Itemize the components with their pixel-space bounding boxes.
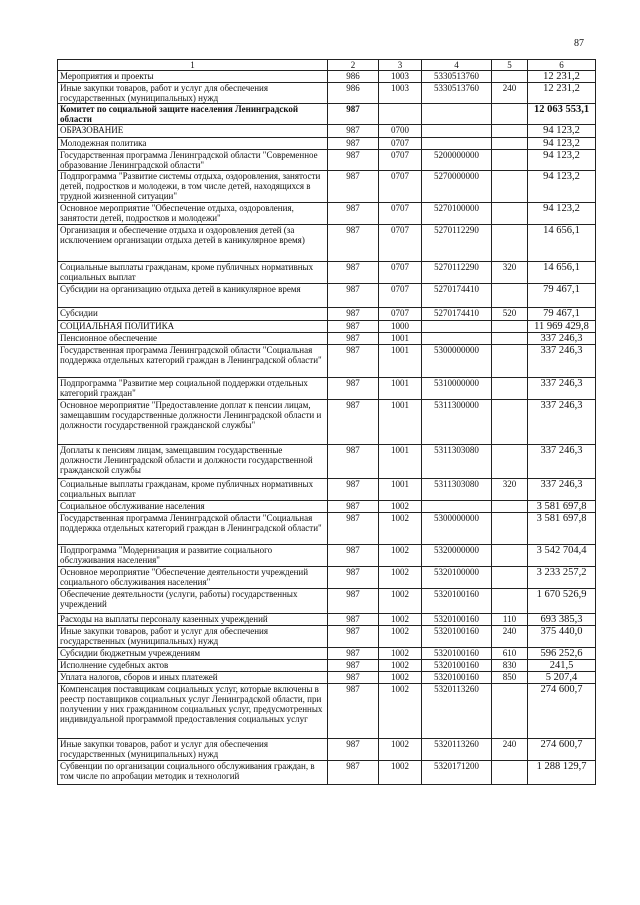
expense-type-cell: 320: [492, 262, 528, 284]
target-article-cell: 5320171200: [422, 761, 492, 785]
amount-cell: 241,5: [528, 660, 596, 672]
ministry-code-cell: 987: [328, 672, 379, 684]
target-article-cell: 5300000000: [422, 345, 492, 378]
table-row: [58, 589, 596, 614]
ministry-code-cell: 987: [328, 104, 379, 125]
section-code-cell: 1002: [379, 589, 422, 614]
ministry-code-cell: 987: [328, 684, 379, 739]
column-header: 1: [58, 60, 328, 71]
amount-cell: 94 123,2: [528, 150, 596, 171]
section-code-cell: 1001: [379, 378, 422, 400]
target-article-cell: 5270174410: [422, 308, 492, 321]
budget-table: [57, 59, 596, 785]
row-name-cell: Организация и обеспечение отдыха и оздоровления детей (за исключением организации отдыха детей в каникулярное время): [58, 225, 328, 262]
row-name-cell: Мероприятия и проекты: [58, 71, 328, 83]
section-code-cell: 1001: [379, 333, 422, 345]
amount-cell: 337 246,3: [528, 445, 596, 479]
section-code-cell: 1002: [379, 545, 422, 567]
row-name-cell: Иные закупки товаров, работ и услуг для обеспечения государственных (муниципальных) нужд: [58, 83, 328, 104]
section-code-cell: 1003: [379, 71, 422, 83]
row-name-cell: Государственная программа Ленинградской области "Социальная поддержка отдельных категорий граждан в Ленинградской области": [58, 345, 328, 378]
table-row: [58, 378, 596, 400]
table-row: [58, 501, 596, 513]
amount-cell: 337 246,3: [528, 333, 596, 345]
table-row: [58, 761, 596, 785]
table-row: [58, 225, 596, 262]
table-header-row: [58, 60, 596, 71]
ministry-code-cell: 987: [328, 479, 379, 501]
expense-type-cell: [492, 545, 528, 567]
amount-cell: 12 063 553,1: [528, 104, 596, 125]
amount-cell: 12 231,2: [528, 83, 596, 104]
amount-cell: 94 123,2: [528, 171, 596, 203]
row-name-cell: Субвенции по организации социального обслуживания граждан, в том числе по апробации методик и технологий: [58, 761, 328, 785]
page-number: 87: [574, 38, 584, 49]
ministry-code-cell: 987: [328, 321, 379, 333]
section-code-cell: 1002: [379, 626, 422, 648]
ministry-code-cell: 987: [328, 614, 379, 626]
ministry-code-cell: 987: [328, 626, 379, 648]
expense-type-cell: [492, 345, 528, 378]
section-code-cell: 1002: [379, 648, 422, 660]
section-code-cell: 0707: [379, 262, 422, 284]
table-row: [58, 321, 596, 333]
row-name-cell: Молодежная политика: [58, 138, 328, 150]
section-code-cell: 0707: [379, 284, 422, 308]
section-code-cell: 1001: [379, 400, 422, 445]
column-header: 5: [492, 60, 528, 71]
expense-type-cell: [492, 225, 528, 262]
table-row: [58, 262, 596, 284]
ministry-code-cell: 987: [328, 501, 379, 513]
target-article-cell: [422, 138, 492, 150]
target-article-cell: [422, 104, 492, 125]
row-name-cell: Подпрограмма "Развитие мер социальной поддержки отдельных категорий граждан": [58, 378, 328, 400]
row-name-cell: Уплата налогов, сборов и иных платежей: [58, 672, 328, 684]
row-name-cell: Расходы на выплаты персоналу казенных учреждений: [58, 614, 328, 626]
table-row: [58, 445, 596, 479]
section-code-cell: 1002: [379, 739, 422, 761]
target-article-cell: 5200000000: [422, 150, 492, 171]
ministry-code-cell: 987: [328, 567, 379, 589]
ministry-code-cell: 987: [328, 739, 379, 761]
amount-cell: 3 581 697,8: [528, 513, 596, 545]
row-name-cell: Государственная программа Ленинградской области "Современное образование Ленинградской области": [58, 150, 328, 171]
table-row: [58, 345, 596, 378]
row-name-cell: Социальные выплаты гражданам, кроме публичных нормативных социальных выплат: [58, 262, 328, 284]
amount-cell: 693 385,3: [528, 614, 596, 626]
amount-cell: 12 231,2: [528, 71, 596, 83]
target-article-cell: 5300000000: [422, 513, 492, 545]
expense-type-cell: [492, 150, 528, 171]
amount-cell: 337 246,3: [528, 378, 596, 400]
expense-type-cell: 240: [492, 626, 528, 648]
ministry-code-cell: 987: [328, 125, 379, 138]
row-name-cell: Компенсация поставщикам социальных услуг, которые включены в реестр поставщиков социальных услуг Ленинградской области, при получении у них гражданином социальных услуг, предусмотренных индивидуальной программой предоставления социальных услуг: [58, 684, 328, 739]
expense-type-cell: [492, 513, 528, 545]
section-code-cell: 1002: [379, 672, 422, 684]
target-article-cell: 5320100000: [422, 567, 492, 589]
expense-type-cell: 240: [492, 83, 528, 104]
row-name-cell: Подпрограмма "Модернизация и развитие социального обслуживания населения": [58, 545, 328, 567]
expense-type-cell: [492, 203, 528, 225]
ministry-code-cell: 987: [328, 648, 379, 660]
amount-cell: 1 670 526,9: [528, 589, 596, 614]
column-header: 3: [379, 60, 422, 71]
amount-cell: 14 656,1: [528, 262, 596, 284]
row-name-cell: Исполнение судебных актов: [58, 660, 328, 672]
expense-type-cell: [492, 684, 528, 739]
table-row: [58, 567, 596, 589]
section-code-cell: 1001: [379, 345, 422, 378]
row-name-cell: Подпрограмма "Развитие системы отдыха, оздоровления, занятости детей, подростков и молодежи, в том числе детей, находящихся в трудной жизненной ситуации": [58, 171, 328, 203]
amount-cell: 274 600,7: [528, 684, 596, 739]
amount-cell: 337 246,3: [528, 400, 596, 445]
table-row: [58, 203, 596, 225]
table-row: [58, 660, 596, 672]
row-name-cell: Комитет по социальной защите населения Ленинградской области: [58, 104, 328, 125]
target-article-cell: 5270112290: [422, 262, 492, 284]
table-body: [58, 71, 596, 785]
ministry-code-cell: 987: [328, 545, 379, 567]
expense-type-cell: 830: [492, 660, 528, 672]
expense-type-cell: 610: [492, 648, 528, 660]
section-code-cell: 1002: [379, 567, 422, 589]
amount-cell: 79 467,1: [528, 284, 596, 308]
ministry-code-cell: 987: [328, 345, 379, 378]
column-header: 4: [422, 60, 492, 71]
row-name-cell: Доплаты к пенсиям лицам, замещавшим государственные должности Ленинградской области и должности государственной гражданской службы: [58, 445, 328, 479]
table-row: [58, 739, 596, 761]
ministry-code-cell: 987: [328, 589, 379, 614]
table-row: [58, 125, 596, 138]
section-code-cell: 0707: [379, 308, 422, 321]
row-name-cell: Субсидии на организацию отдыха детей в каникулярное время: [58, 284, 328, 308]
section-code-cell: 1001: [379, 445, 422, 479]
target-article-cell: 5270174410: [422, 284, 492, 308]
table-row: [58, 308, 596, 321]
target-article-cell: 5270000000: [422, 171, 492, 203]
ministry-code-cell: 987: [328, 333, 379, 345]
section-code-cell: 0707: [379, 150, 422, 171]
expense-type-cell: [492, 125, 528, 138]
ministry-code-cell: 987: [328, 284, 379, 308]
target-article-cell: 5320113260: [422, 739, 492, 761]
ministry-code-cell: 987: [328, 138, 379, 150]
section-code-cell: 1001: [379, 479, 422, 501]
expense-type-cell: [492, 321, 528, 333]
table-row: [58, 138, 596, 150]
expense-type-cell: [492, 71, 528, 83]
amount-cell: 3 542 704,4: [528, 545, 596, 567]
row-name-cell: Иные закупки товаров, работ и услуг для обеспечения государственных (муниципальных) нужд: [58, 739, 328, 761]
target-article-cell: 5320100160: [422, 614, 492, 626]
expense-type-cell: [492, 378, 528, 400]
ministry-code-cell: 987: [328, 761, 379, 785]
ministry-code-cell: 987: [328, 445, 379, 479]
row-name-cell: ОБРАЗОВАНИЕ: [58, 125, 328, 138]
section-code-cell: 0707: [379, 171, 422, 203]
section-code-cell: 1002: [379, 684, 422, 739]
section-code-cell: 1002: [379, 761, 422, 785]
row-name-cell: СОЦИАЛЬНАЯ ПОЛИТИКА: [58, 321, 328, 333]
target-article-cell: [422, 321, 492, 333]
expense-type-cell: [492, 138, 528, 150]
ministry-code-cell: 987: [328, 660, 379, 672]
ministry-code-cell: 987: [328, 150, 379, 171]
table-row: [58, 626, 596, 648]
expense-type-cell: [492, 400, 528, 445]
row-name-cell: Иные закупки товаров, работ и услуг для обеспечения государственных (муниципальных) нужд: [58, 626, 328, 648]
target-article-cell: 5311300000: [422, 400, 492, 445]
row-name-cell: Обеспечение деятельности (услуги, работы) государственных учреждений: [58, 589, 328, 614]
ministry-code-cell: 987: [328, 225, 379, 262]
ministry-code-cell: 987: [328, 513, 379, 545]
ministry-code-cell: 986: [328, 71, 379, 83]
section-code-cell: 1002: [379, 501, 422, 513]
target-article-cell: [422, 501, 492, 513]
table-row: [58, 171, 596, 203]
row-name-cell: Основное мероприятие "Обеспечение деятельности учреждений социального обслуживания населения": [58, 567, 328, 589]
amount-cell: 79 467,1: [528, 308, 596, 321]
row-name-cell: Пенсионное обеспечение: [58, 333, 328, 345]
section-code-cell: 1002: [379, 660, 422, 672]
expense-type-cell: [492, 501, 528, 513]
section-code-cell: 1002: [379, 513, 422, 545]
ministry-code-cell: 987: [328, 308, 379, 321]
target-article-cell: 5320113260: [422, 684, 492, 739]
amount-cell: 596 252,6: [528, 648, 596, 660]
amount-cell: 337 246,3: [528, 345, 596, 378]
target-article-cell: 5310000000: [422, 378, 492, 400]
expense-type-cell: [492, 171, 528, 203]
table-row: [58, 400, 596, 445]
target-article-cell: 5320100160: [422, 589, 492, 614]
section-code-cell: 0707: [379, 225, 422, 262]
target-article-cell: 5320100160: [422, 660, 492, 672]
row-name-cell: Государственная программа Ленинградской области "Социальная поддержка отдельных категорий граждан в Ленинградской области": [58, 513, 328, 545]
expense-type-cell: 850: [492, 672, 528, 684]
column-header: 2: [328, 60, 379, 71]
target-article-cell: 5320100160: [422, 648, 492, 660]
target-article-cell: 5311303080: [422, 445, 492, 479]
table-row: [58, 684, 596, 739]
column-header: 6: [528, 60, 596, 71]
table-row: [58, 648, 596, 660]
expense-type-cell: [492, 761, 528, 785]
section-code-cell: 0707: [379, 138, 422, 150]
expense-type-cell: [492, 104, 528, 125]
target-article-cell: 5311303080: [422, 479, 492, 501]
expense-type-cell: [492, 589, 528, 614]
target-article-cell: [422, 333, 492, 345]
section-code-cell: 1002: [379, 614, 422, 626]
table-row: [58, 479, 596, 501]
row-name-cell: Субсидии: [58, 308, 328, 321]
amount-cell: 5 207,4: [528, 672, 596, 684]
amount-cell: 11 969 429,8: [528, 321, 596, 333]
target-article-cell: 5330513760: [422, 71, 492, 83]
table-row: [58, 614, 596, 626]
ministry-code-cell: 987: [328, 203, 379, 225]
expense-type-cell: [492, 333, 528, 345]
table-row: [58, 150, 596, 171]
ministry-code-cell: 987: [328, 171, 379, 203]
target-article-cell: 5330513760: [422, 83, 492, 104]
target-article-cell: 5270112290: [422, 225, 492, 262]
section-code-cell: [379, 104, 422, 125]
amount-cell: 94 123,2: [528, 138, 596, 150]
row-name-cell: Субсидии бюджетным учреждениям: [58, 648, 328, 660]
ministry-code-cell: 987: [328, 400, 379, 445]
target-article-cell: 5320000000: [422, 545, 492, 567]
section-code-cell: 0707: [379, 203, 422, 225]
ministry-code-cell: 987: [328, 378, 379, 400]
ministry-code-cell: 987: [328, 262, 379, 284]
expense-type-cell: 240: [492, 739, 528, 761]
section-code-cell: 1000: [379, 321, 422, 333]
expense-type-cell: 320: [492, 479, 528, 501]
amount-cell: 1 288 129,7: [528, 761, 596, 785]
table-row: [58, 545, 596, 567]
table-row: [58, 284, 596, 308]
expense-type-cell: [492, 284, 528, 308]
ministry-code-cell: 986: [328, 83, 379, 104]
amount-cell: 94 123,2: [528, 125, 596, 138]
amount-cell: 274 600,7: [528, 739, 596, 761]
amount-cell: 94 123,2: [528, 203, 596, 225]
table-row: [58, 333, 596, 345]
section-code-cell: 0700: [379, 125, 422, 138]
table-row: [58, 672, 596, 684]
table-row: [58, 513, 596, 545]
target-article-cell: 5320100160: [422, 626, 492, 648]
target-article-cell: 5270100000: [422, 203, 492, 225]
row-name-cell: Социальное обслуживание населения: [58, 501, 328, 513]
expense-type-cell: 520: [492, 308, 528, 321]
amount-cell: 337 246,3: [528, 479, 596, 501]
section-code-cell: 1003: [379, 83, 422, 104]
table-row: [58, 104, 596, 125]
expense-type-cell: [492, 445, 528, 479]
row-name-cell: Основное мероприятие "Предоставление доплат к пенсии лицам, замещавшим государственные должности Ленинградской области и должности государственной гражданской службы": [58, 400, 328, 445]
row-name-cell: Основное мероприятие "Обеспечение отдыха, оздоровления, занятости детей, подростков и молодежи": [58, 203, 328, 225]
target-article-cell: [422, 125, 492, 138]
row-name-cell: Социальные выплаты гражданам, кроме публичных нормативных социальных выплат: [58, 479, 328, 501]
table-row: [58, 83, 596, 104]
target-article-cell: 5320100160: [422, 672, 492, 684]
amount-cell: 375 440,0: [528, 626, 596, 648]
expense-type-cell: 110: [492, 614, 528, 626]
table-row: [58, 71, 596, 83]
expense-type-cell: [492, 567, 528, 589]
amount-cell: 14 656,1: [528, 225, 596, 262]
amount-cell: 3 581 697,8: [528, 501, 596, 513]
amount-cell: 3 233 257,2: [528, 567, 596, 589]
